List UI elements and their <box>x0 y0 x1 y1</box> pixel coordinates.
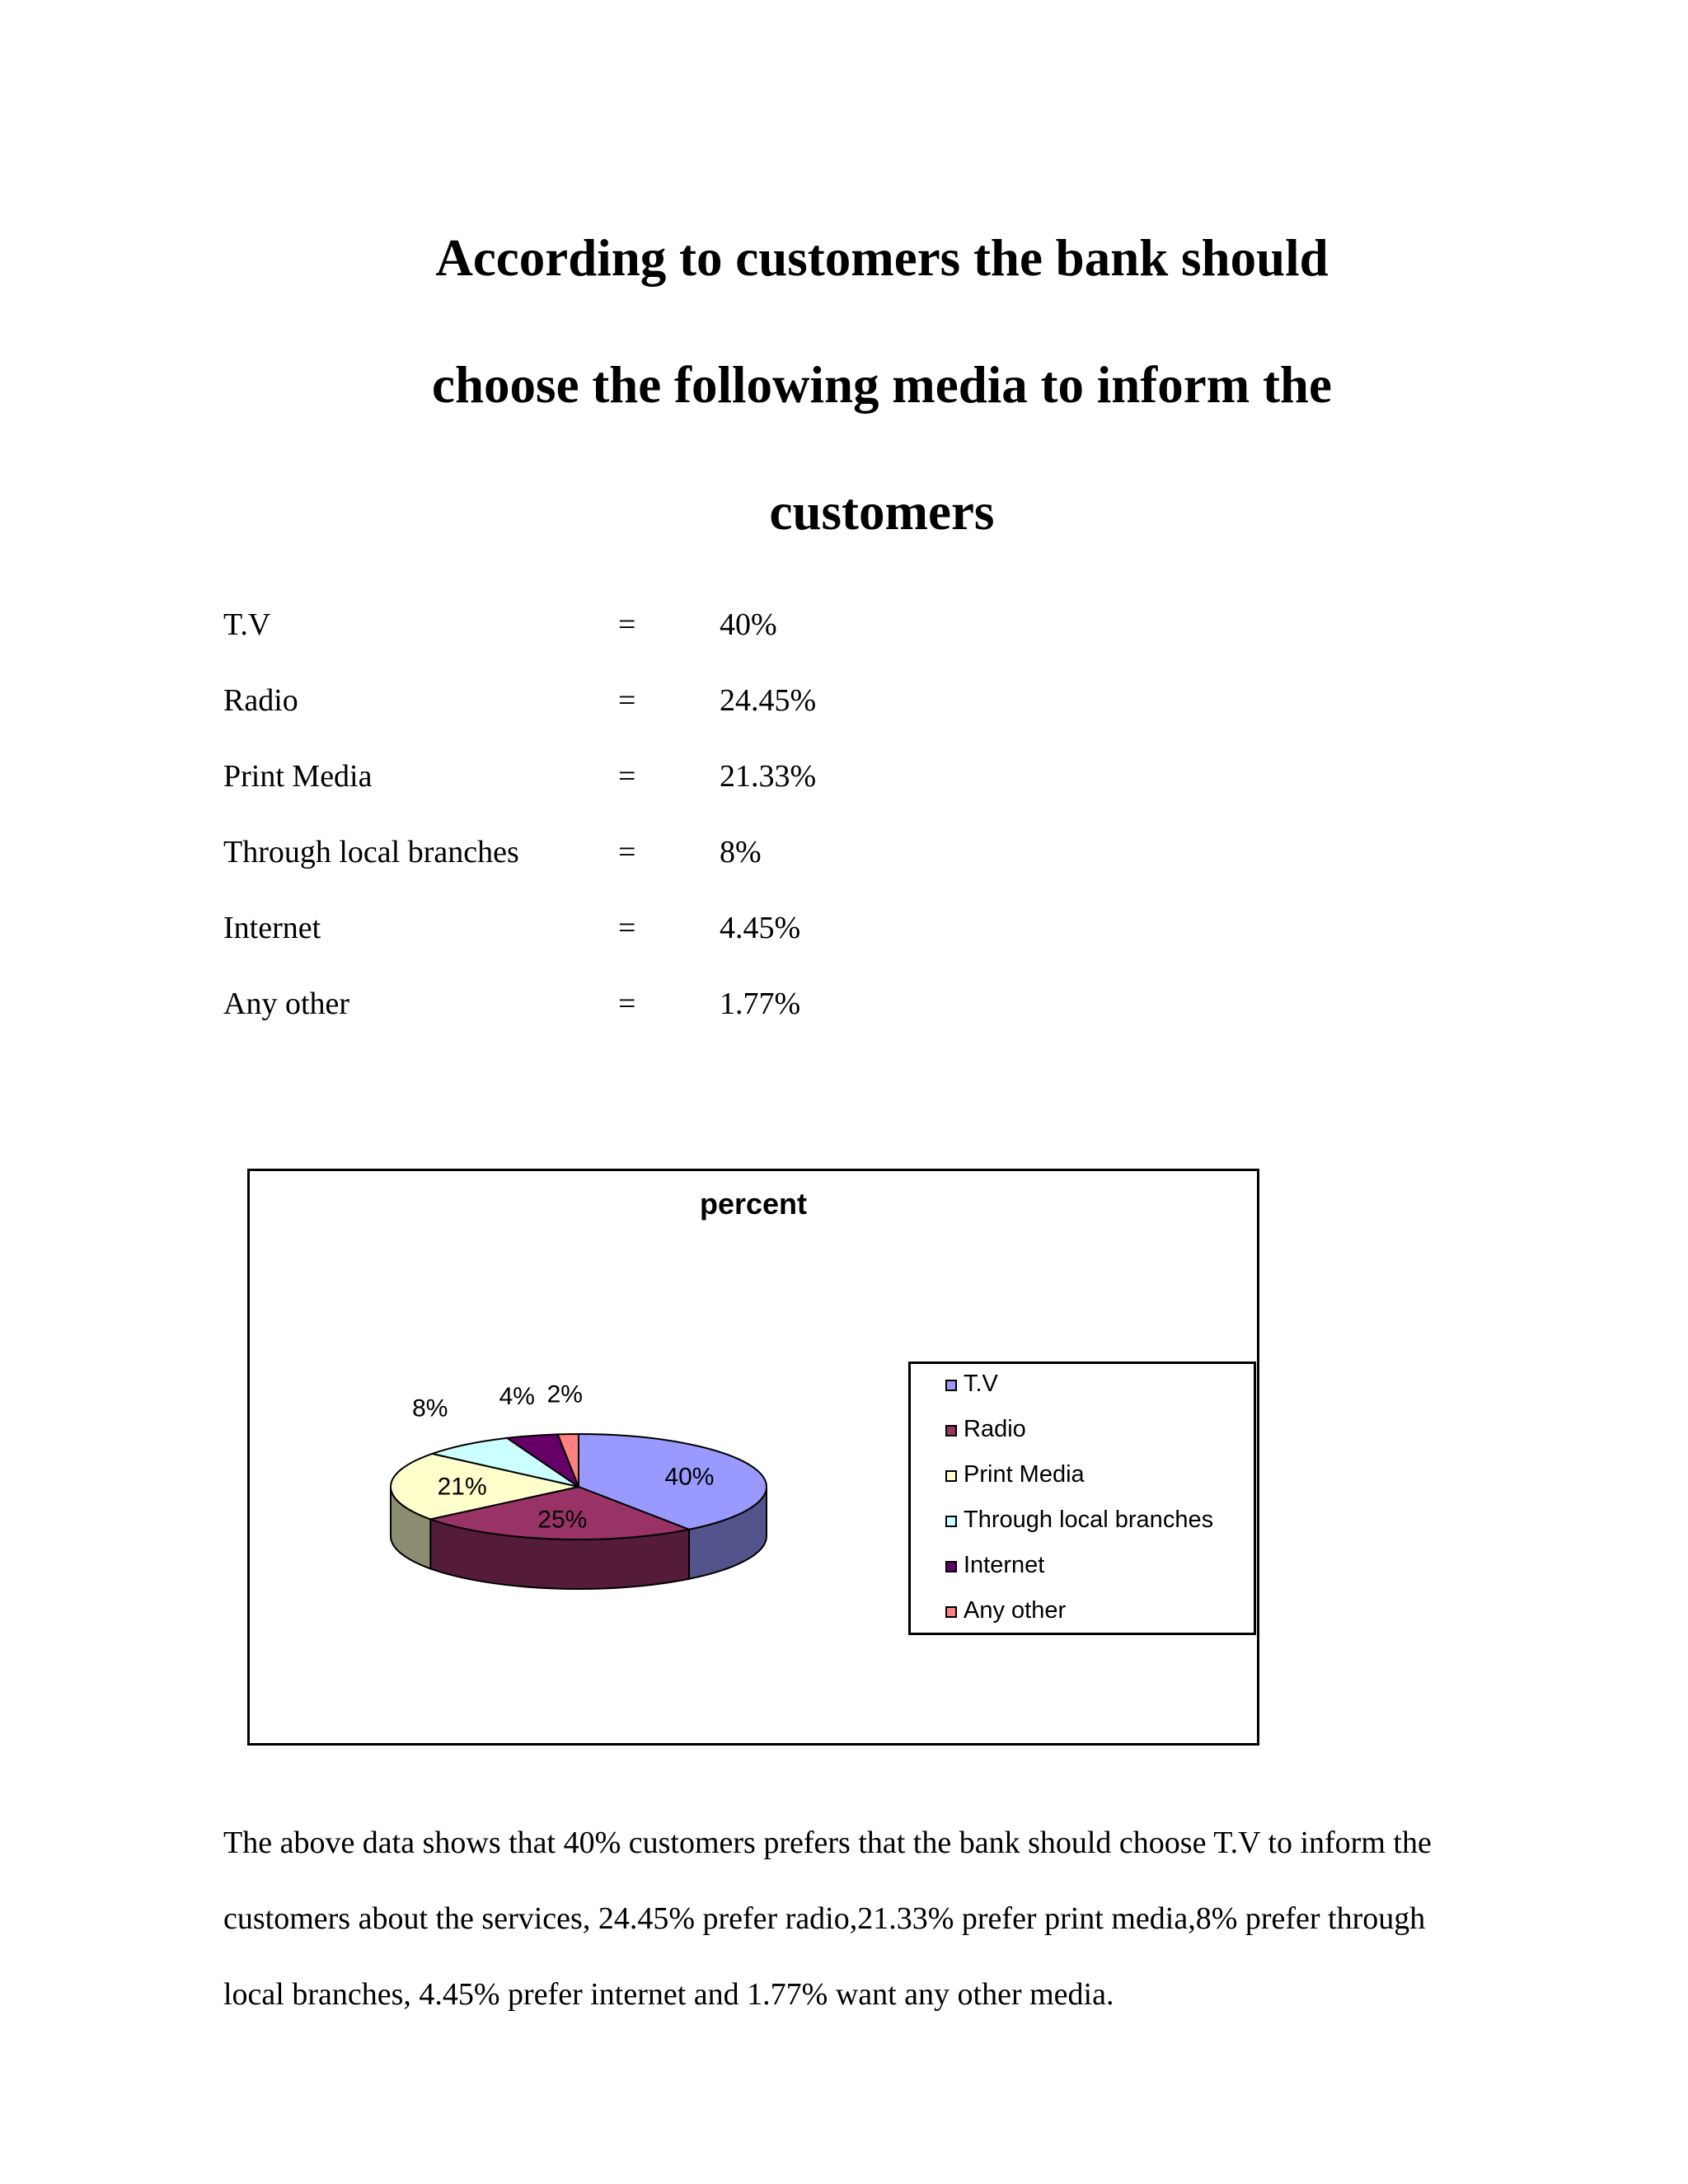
row-label: Through local branches <box>223 835 519 869</box>
row-equals: = <box>618 835 636 869</box>
legend-label: T.V <box>964 1371 998 1397</box>
row-value: 8% <box>720 835 762 869</box>
row-label: Any other <box>223 987 350 1021</box>
legend-label: Through local branches <box>964 1507 1214 1533</box>
pie-data-label: 25% <box>537 1506 588 1534</box>
legend-swatch <box>945 1380 957 1391</box>
row-equals: = <box>618 607 636 642</box>
summary-paragraph <box>223 1805 1559 2032</box>
row-value: 1.77% <box>720 987 801 1021</box>
row-equals: = <box>618 987 636 1021</box>
row-equals: = <box>618 759 636 794</box>
row-label: Radio <box>223 683 298 718</box>
pie-data-label: 2% <box>546 1380 583 1408</box>
row-equals: = <box>618 683 636 718</box>
legend-label: Any other <box>964 1597 1067 1624</box>
row-value: 21.33% <box>720 759 817 794</box>
row-label: Internet <box>223 911 321 945</box>
legend-swatch <box>945 1606 957 1618</box>
pie-data-label: 8% <box>412 1394 448 1422</box>
legend-label: Print Media <box>964 1461 1085 1488</box>
paragraph-line: local branches, 4.45% prefer internet and 1.77% want any other media. <box>223 1977 1114 2012</box>
row-value: 40% <box>720 607 777 642</box>
row-value: 4.45% <box>720 911 801 945</box>
page-title-line-2: choose the following media to inform the <box>432 356 1332 414</box>
legend-swatch <box>945 1470 957 1482</box>
chart-legend <box>908 1361 1256 1635</box>
pie-data-label: 40% <box>664 1463 715 1491</box>
paragraph-line: The above data shows that 40% customers prefers that the bank should choose T.V to inform the <box>223 1825 1432 1860</box>
legend-swatch <box>945 1561 957 1572</box>
row-label: Print Media <box>223 759 373 794</box>
chart-title: percent <box>699 1187 808 1221</box>
legend-label: Internet <box>964 1552 1045 1578</box>
pie-data-label: 4% <box>499 1383 535 1411</box>
legend-label: Radio <box>964 1416 1026 1442</box>
page-title-line-1: According to customers the bank should <box>435 229 1329 287</box>
pie-data-label: 21% <box>437 1473 487 1501</box>
row-value: 24.45% <box>720 683 817 718</box>
row-equals: = <box>618 911 636 945</box>
row-label: T.V <box>223 607 271 642</box>
legend-swatch <box>945 1516 957 1527</box>
legend-swatch <box>945 1425 957 1436</box>
paragraph-line: customers about the services, 24.45% prefer radio,21.33% prefer print media,8% prefer through <box>223 1901 1426 1936</box>
page-title-line-3: customers <box>769 483 995 541</box>
